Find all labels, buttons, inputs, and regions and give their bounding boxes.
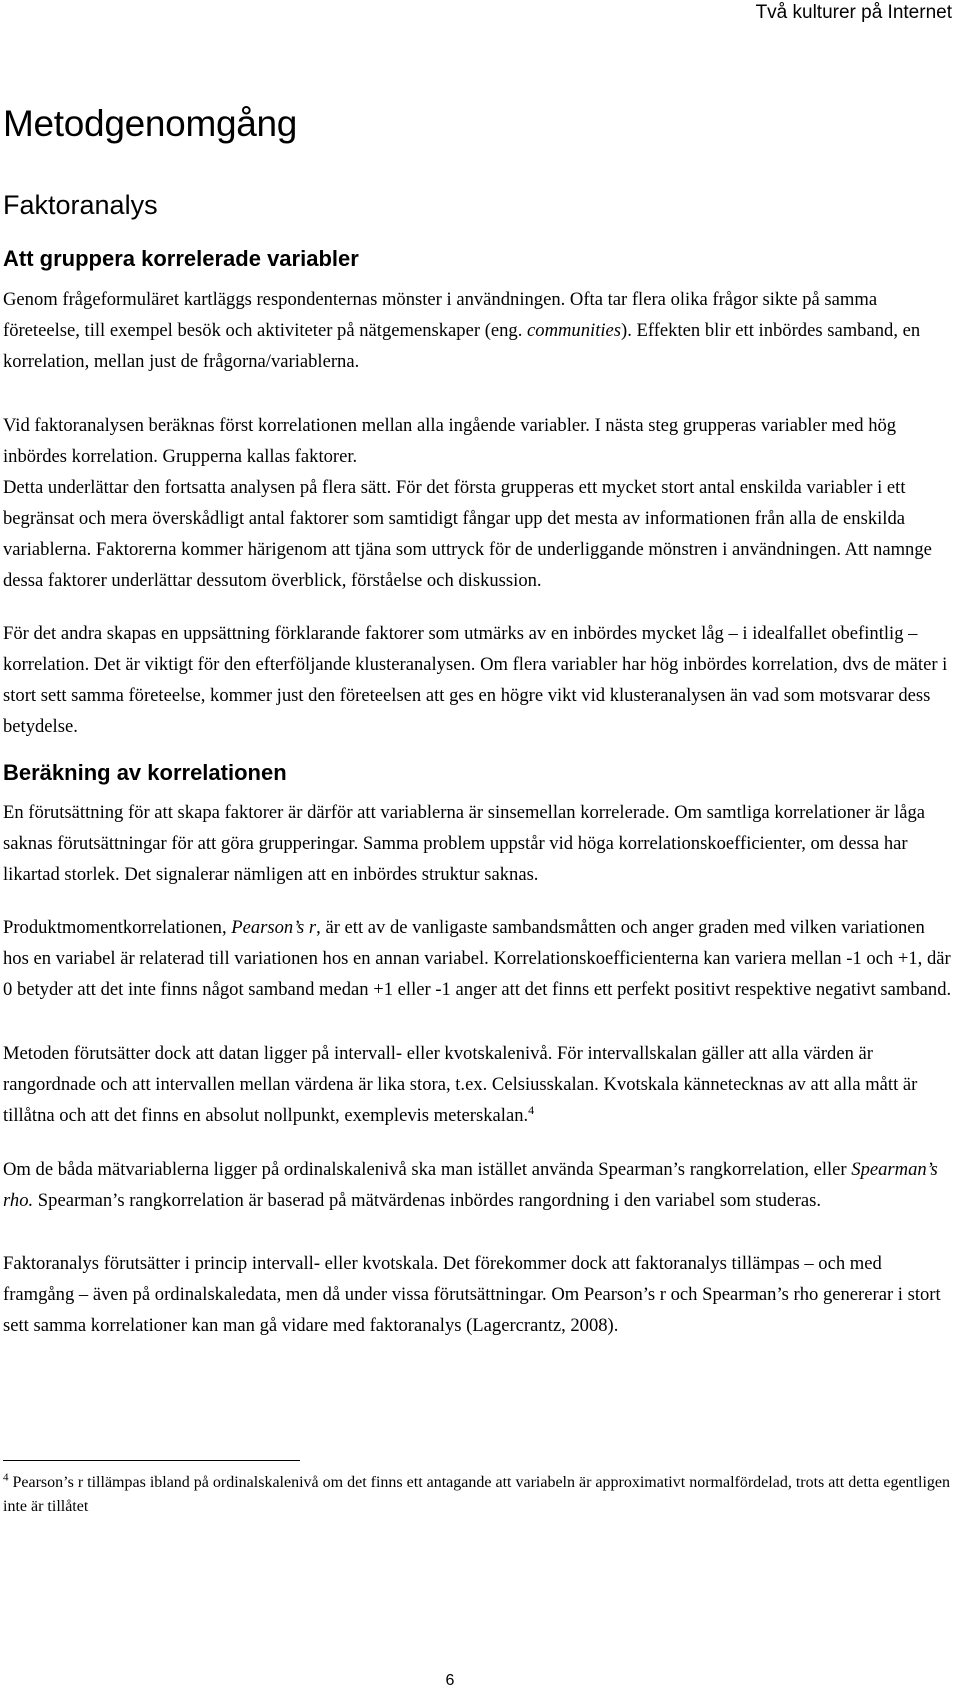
section-title: Faktoranalys <box>3 190 158 220</box>
paragraph-metoden-text: Metoden förutsätter dock att datan ligger på intervall- eller kvotskalenivå. För intervallskalan gäller att alla värden är rangordnade och att intervallen mellan värdena är lika stora, t.ex. Celsiusskalan. Kvotskala kännetecknas av att alla mått är tillåtna och att det finns en absolut nollpunkt, exemplevis meterskalan. <box>3 1043 918 1126</box>
paragraph-produktmoment-italic: Pearson’s r <box>231 917 317 938</box>
paragraph-intro-text-b: ). Effekten blir ett inbördes samband, en korrelation, mellan just de frågorna/variablerna. <box>3 320 921 372</box>
paragraph-intro-text-a: Genom frågeformuläret kartläggs respondenternas mönster i användningen. Ofta tar flera olika frågor sikte på samma företeelse, till exempel besök och aktiviteter på nätgemenskaper (eng. <box>3 289 878 341</box>
subheading-berakning: Beräkning av korrelationen <box>3 760 287 785</box>
paragraph-spearman-text-a: Om de båda mätvariablerna ligger på ordinalskalenivå ska man istället använda Spearman’s rangkorrelation, eller <box>3 1159 852 1180</box>
subheading-gruppera: Att gruppera korrelerade variabler <box>3 246 359 271</box>
footnote-reference: 4 <box>528 1102 535 1117</box>
page-number: 6 <box>445 1672 455 1689</box>
paragraph-spearman <box>3 1154 955 1216</box>
paragraph-intro-italic: communities <box>527 320 622 341</box>
paragraph-metoden <box>3 1038 955 1131</box>
paragraph-produktmoment-text-a: Produktmomentkorrelationen, <box>3 917 232 938</box>
paragraph-spearman-italic: Spearman’s rho. <box>3 1159 938 1211</box>
running-header: Två kulturer på Internet <box>755 2 952 23</box>
footnote-number: 4 <box>3 1471 9 1484</box>
paragraph-produktmoment-text-b: , är ett av de vanligaste sambandsmåtten och anger graden med vilken variationen hos en variabel är relaterad till variationen hos en annan variabel. Korrelationskoefficienterna kan variera mellan -1 och +1, där 0 betyder att det inte finns något samband medan +1 eller -1 anger att det finns ett perfekt positivt respektive negativt samband. <box>3 917 952 1000</box>
paragraph-faktoranalys-forutsatter: Faktoranalys förutsätter i princip intervall- eller kvotskala. Det förekommer dock att faktoranalys tillämpas – och med framgång – även på ordinalskaledata, men då under vissa förutsättningar. Om Pearson’s r och Spearman’s rho genererar i stort sett samma korrelationer kan man gå vidare med faktoranalys (Lagercrantz, 2008). <box>3 1253 941 1336</box>
paragraph-andra: För det andra skapas en uppsättning förklarande faktorer som utmärks av en inbördes mycket låg – i idealfallet obefintlig – korrelation. Det är viktigt för den efterföljande klusteranalysen. Om flera variabler har hög inbördes korrelation, dvs de mäter i stort sett samma företeelse, kommer just den företeelsen att ges en högre vikt vid klusteranalysen än vad som motsvarar dess betydelse. <box>3 623 948 737</box>
paragraph-faktoranalysen: Vid faktoranalysen beräknas först korrelationen mellan alla ingående variabler. I nästa steg grupperas variabler med hög inbördes korrelation. Grupperna kallas faktorer. <box>3 415 897 467</box>
paragraph-forutsattning: En förutsättning för att skapa faktorer är därför att variablerna är sinsemellan korrelerade. Om samtliga korrelationer är låga saknas förutsättningar för att göra grupperingar. Samma problem uppstår vid höga korrelationskoefficienter, om dessa har likartad storlek. Det signalerar nämligen att en inbördes struktur saknas. <box>3 802 926 885</box>
page-title: Metodgenomgång <box>3 103 298 144</box>
footnote <box>3 1471 953 1519</box>
paragraph-underlattar: Detta underlättar den fortsatta analysen på flera sätt. För det första grupperas ett mycket stort antal enskilda variabler i ett begränsat och mera överskådligt antal faktorer som samtidigt fångar upp det mesta av informationen från alla de enskilda variablerna. Faktorerna kommer härigenom att tjäna som uttryck för de underliggande mönstren i användningen. Att namnge dessa faktorer underlättar dessutom överblick, förståelse och diskussion. <box>3 477 932 591</box>
paragraph-produktmoment <box>3 912 955 1005</box>
paragraph-intro <box>3 284 955 377</box>
footnote-text: Pearson’s r tillämpas ibland på ordinalskalenivå om det finns ett antagande att variabeln är approximativt normalfördelad, trots att detta egentligen inte är tillåtet <box>3 1474 950 1515</box>
paragraph-spearman-text-b: Spearman’s rangkorrelation är baserad på mätvärdenas inbördes rangordning i den variabel som studeras. <box>33 1190 822 1211</box>
footnote-divider <box>3 1460 300 1461</box>
